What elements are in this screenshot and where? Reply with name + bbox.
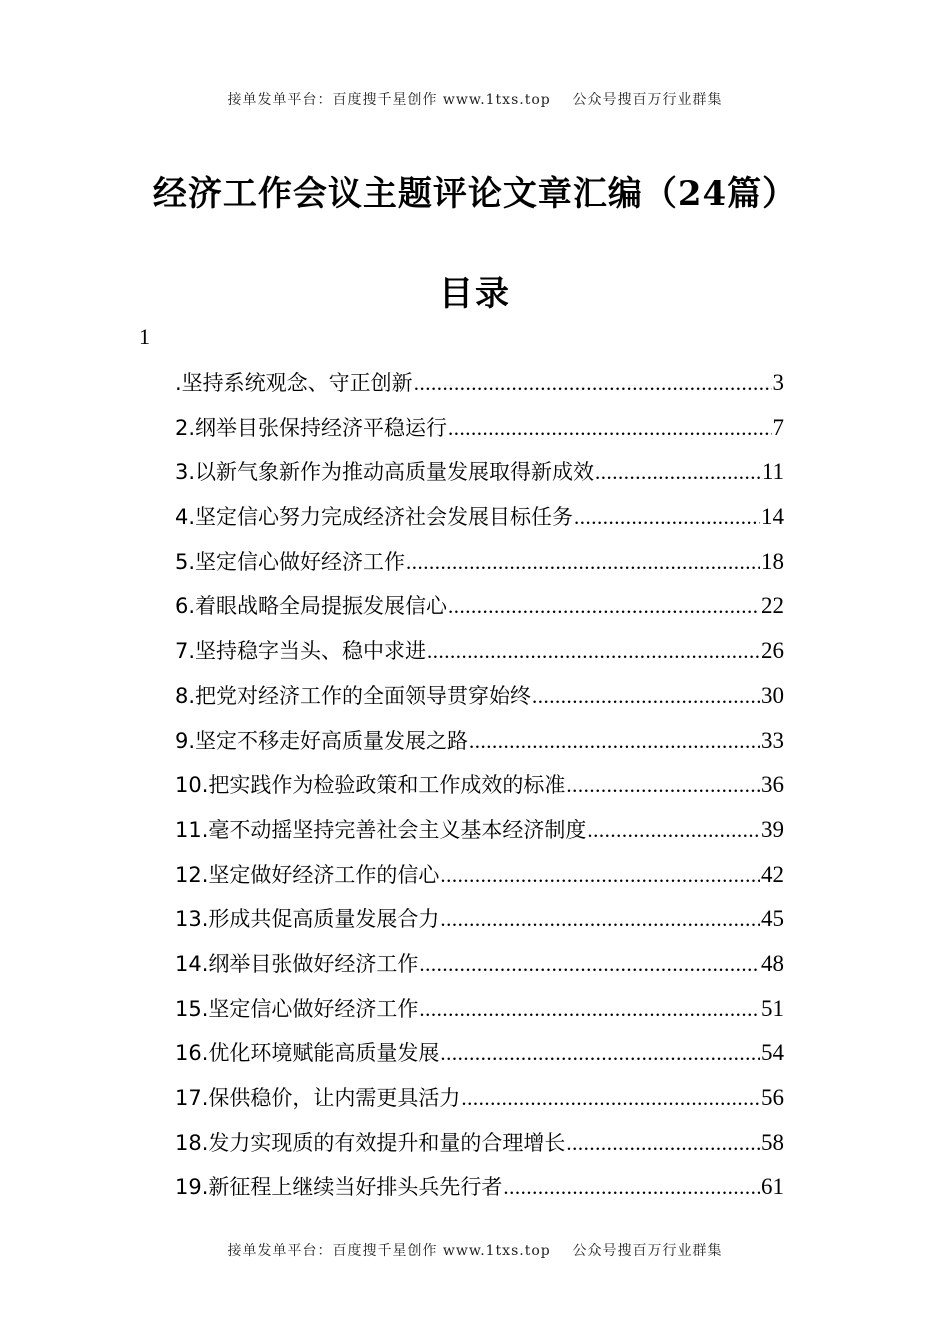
toc-entry-page: 42 (761, 861, 784, 887)
dot-leader (448, 588, 760, 624)
dot-leader (532, 678, 760, 714)
toc-entry-page: 61 (761, 1174, 784, 1200)
toc-entry[interactable] (175, 812, 784, 857)
dot-leader (448, 410, 771, 446)
dot-leader (469, 723, 760, 759)
toc-entry-page: 14 (761, 504, 784, 530)
toc-entry-title: 16.优化环境赋能高质量发展 (175, 1041, 440, 1066)
header-note: 接单发单平台：百度搜千星创作 www.1txs.top 公众号搜百万行业群集 (227, 92, 723, 108)
toc-entry-page: 11 (761, 459, 784, 485)
toc-entry-page: 39 (761, 816, 784, 842)
toc-entry[interactable] (175, 901, 784, 946)
toc-entry[interactable] (175, 454, 784, 499)
toc-entry-page: 3 (772, 370, 784, 395)
toc-entry[interactable] (175, 991, 784, 1036)
dot-leader (566, 767, 760, 803)
toc-entry-page: 33 (761, 727, 784, 753)
toc-entry-page: 56 (761, 1085, 784, 1110)
dot-leader (406, 544, 760, 580)
toc-entry-page: 48 (761, 950, 784, 976)
toc-entry-page: 51 (761, 995, 784, 1021)
toc-entry[interactable] (175, 588, 784, 633)
toc-entry[interactable] (175, 365, 784, 410)
toc-entry-page: 26 (761, 638, 784, 664)
toc-entry-title: 15.坚定信心做好经济工作 (175, 996, 419, 1021)
dot-leader (566, 1125, 760, 1161)
dot-leader (461, 1080, 760, 1116)
toc-entry-title: 9.坚定不移走好高质量发展之路 (175, 728, 469, 753)
toc-entry-page: 30 (761, 682, 784, 708)
toc-entry[interactable] (175, 678, 784, 723)
toc-entry-title: .坚持系统观念、守正创新 (175, 371, 413, 395)
toc-entry[interactable] (175, 767, 784, 812)
dot-leader (419, 946, 760, 982)
toc-entry[interactable] (175, 1035, 784, 1080)
dot-leader (427, 633, 760, 669)
toc-entry-page: 7 (772, 414, 784, 440)
toc-entry-title: 8.把党对经济工作的全面领导贯穿始终 (175, 683, 532, 708)
toc-entry[interactable] (175, 544, 784, 589)
toc-entry-title: 18.发力实现质的有效提升和量的合理增长 (175, 1130, 566, 1155)
toc-entry[interactable] (175, 723, 784, 768)
toc-entry-title: 10.把实践作为检验政策和工作成效的标准 (175, 773, 566, 798)
toc-entry-title: 12.坚定做好经济工作的信心 (175, 862, 440, 887)
toc-entry-title: 3.以新气象新作为推动高质量发展取得新成效 (175, 460, 595, 485)
toc-entry[interactable] (175, 633, 784, 678)
table-of-contents (175, 365, 784, 1214)
dot-leader (440, 857, 760, 893)
toc-entry[interactable] (175, 1169, 784, 1214)
dot-leader (503, 1169, 760, 1205)
toc-entry-title: 14.纲举目张做好经济工作 (175, 951, 419, 976)
toc-entry-title: 11.毫不动摇坚持完善社会主义基本经济制度 (175, 817, 587, 842)
toc-entry-title: 13.形成共促高质量发展合力 (175, 907, 440, 932)
dot-leader (595, 454, 761, 490)
toc-entry-title: 19.新征程上继续当好排头兵先行者 (175, 1175, 503, 1200)
toc-entry[interactable] (175, 1125, 784, 1170)
footer-note: 接单发单平台：百度搜千星创作 www.1txs.top 公众号搜百万行业群集 (227, 1243, 723, 1259)
toc-entry-title: 17.保供稳价，让内需更具活力 (175, 1086, 461, 1110)
toc-entry[interactable] (175, 410, 784, 455)
toc-entry-page: 22 (761, 593, 784, 619)
toc-entry-title: 4.坚定信心努力完成经济社会发展目标任务 (175, 505, 574, 530)
toc-entry[interactable] (175, 857, 784, 902)
dot-leader (574, 499, 760, 535)
toc-entry-page: 54 (761, 1040, 784, 1066)
toc-entry[interactable] (175, 1080, 784, 1125)
toc-entry-page: 58 (761, 1129, 784, 1155)
toc-entry-title: 2.纲举目张保持经济平稳运行 (175, 415, 448, 440)
dot-leader (419, 991, 760, 1027)
toc-entry-page: 36 (761, 772, 784, 798)
toc-heading: 目录 (439, 274, 511, 314)
toc-entry-page: 45 (761, 906, 784, 932)
dot-leader (587, 812, 760, 848)
dot-leader (414, 365, 772, 401)
toc-entry-page: 18 (761, 548, 784, 574)
toc-entry-title: 6.着眼战略全局提振发展信心 (175, 594, 448, 619)
dot-leader (440, 901, 760, 937)
toc-entry-title: 7.坚持稳字当头、稳中求进 (175, 639, 427, 664)
toc-entry-title: 5.坚定信心做好经济工作 (175, 549, 406, 574)
document-title: 经济工作会议主题评论文章汇编（24篇） (152, 174, 798, 214)
toc-entry[interactable] (175, 499, 784, 544)
toc-entry[interactable] (175, 946, 784, 991)
dot-leader (440, 1035, 760, 1071)
stray-number: 1 (139, 324, 150, 349)
